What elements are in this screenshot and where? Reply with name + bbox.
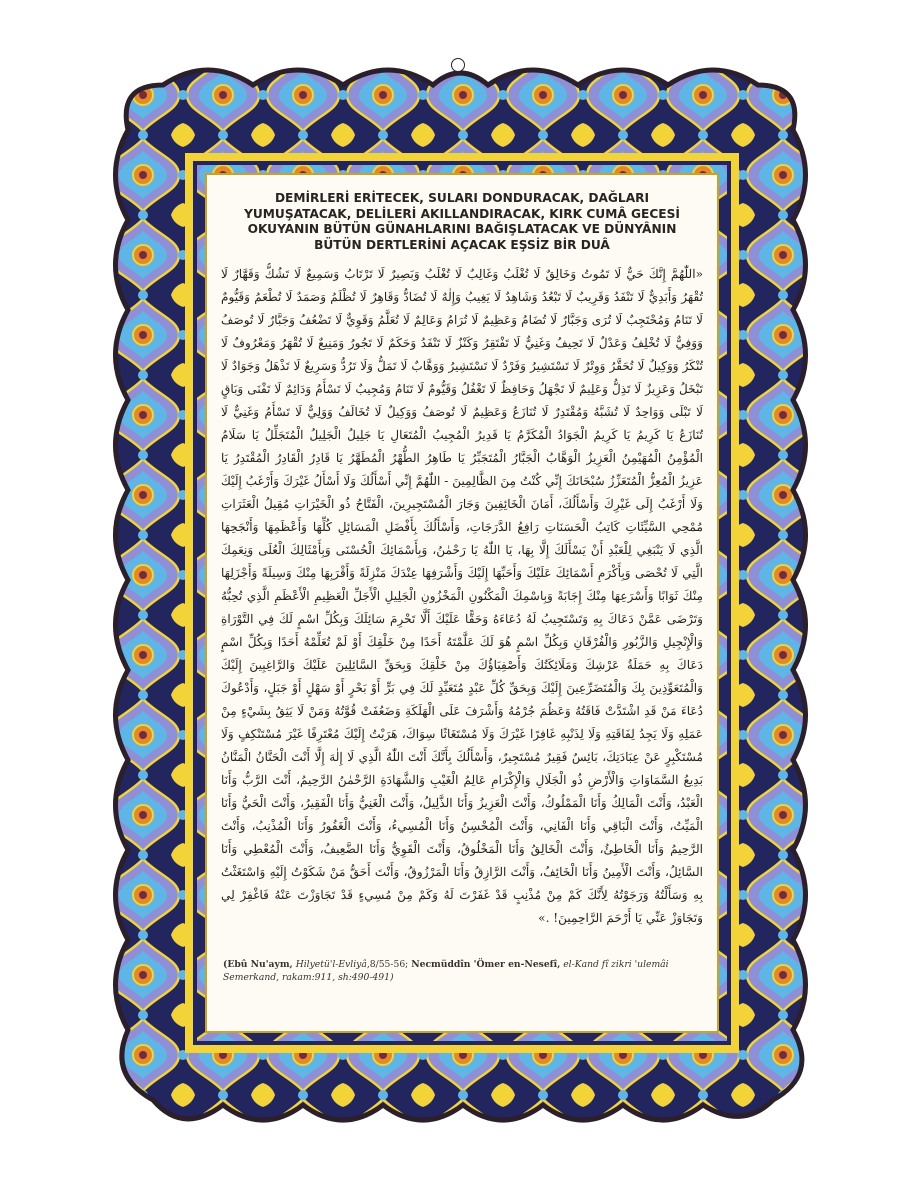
source-work-2: el-Kand fî zikri 'ulemâi Semerkand: [223, 959, 669, 983]
prayer-text: «اللّٰهُمَّ إِنَّكَ حَيٌّ لَا تَمُوتُ وَخَالِقٌ لَا تُغْلَبُ وَغَالِبٌ لَا تُغْلَبُ وَبَصِيرٌ لَا تَرْتَابُ وَسَمِيعٌ لَا تَشُكُّ وَقَهَّارٌ لَا تُقْهَرُ وَأَبَدِيٌّ لَا تَنْفَدُ وَقَرِيبٌ لَا تَبْعُدُ وَشَاهِدٌ لَا يَغِيبُ وَإِلٰهٌ لَا تُضَادُّ وَقَاهِرٌ لَا تُظْلَمُ وَصَمَدٌ لَا تُطْعَمُ وَقَيُّومٌ لَا تَنَامُ وَمُحْتَجِبٌ لَا تُرَى وَجَبَّارٌ لَا تُضَامُ وَعَظِيمٌ لَا تُرَامُ وَعَالِمٌ لَا تُعَلَّمُ وَقَوِيٌّ لَا تَضْعُفُ وَجَبَّارٌ لَا تُوصَفُ وَوَفِيٌّ لَا تُخْلِفُ وَعَدْلٌ لَا تَحِيفُ وَغَنِيٌّ لَا تَفْتَقِرُ وَكَنْزٌ لَا تَنْفَدُ وَحَكَمٌ لَا تَجُورُ وَمَنِيعٌ لَا تُقْهَرُ وَمَعْرُوفٌ لَا تُنْكَرُ وَوَكِيلٌ لَا تُحَقَّرُ وَوِتْرٌ لَا تَسْتَشِيرُ وَفَرْدٌ لَا تَسْتَشِيرُ وَوَهَّابٌ لَا تَمَلُّ وَلَا تَرُدُّ وَسَرِيعٌ لَا تَذْهَلُ وَجَوَادٌ لَا تَبْخَلُ وَعَزِيزٌ لَا تَذِلُّ وَعَلِيمٌ لَا تَجْهَلُ وَحَافِظٌ لَا تَغْفُلُ وَقَيُّومٌ لَا تَنَامُ وَمُجِيبٌ لَا تَسْأَمُ وَدَائِمٌ لَا تَفْنَى وَبَاقٍ لَا تَبْلَى وَوَاحِدٌ لَا تُشَبَّهُ وَمُقْتَدِرٌ لَا تُنَازَعُ وَعَظِيمٌ لَا تُوصَفُ وَوَكِيلٌ لَا تُخَالَفُ وَوَلِيٌّ لَا تَسْأَمُ وَغَنِيٌّ لَا تُنَازَعُ يَا كَرِيمُ يَا كَرِيمُ الْجَوَادُ الْمُكَرَّمُ يَا قَدِيرُ الْمُجِيبُ الْمُتَعَالِ يَا جَلِيلُ الْجَلِيلُ الْمُتَجَلِّلُ يَا سَلَامُ الْمُؤْمِنُ الْمُهَيْمِنُ الْعَزِيزُ الْوَهَّابُ الْجَبَّارُ الْمُتَجَبِّرُ يَا طَاهِرُ الطُّهْرُ الْمُطَهَّرُ يَا قَادِرُ الْقَادِرُ الْمُقْتَدِرُ يَا عَزِيزُ الْمُعِزُّ الْمُتَعَزِّزُ سُبْحَانَكَ إِنِّي كُنْتُ مِنَ الظَّالِمِينَ - اللّٰهُمَّ إِنِّي أَسْأَلُكَ وَلَا أَسْأَلُ غَيْرَكَ وَأَرْغَبُ إِلَيْكَ وَلَا أَرْغَبُ إِلَى غَيْرِكَ وَأَسْأَلُكَ، أَمَانَ الْخَائِفِينَ وَجَارَ الْمُسْتَجِيرِينَ، الْفَتَّاحُ ذُو الْخَيْرَاتِ مُقِيلُ الْعَثَرَاتِ مُمْحِي السَّيِّئَاتِ كَاتِبُ الْحَسَنَاتِ رَافِعُ الدَّرَجَاتِ، وَأَسْأَلُكَ بِأَفْضَلِ الْمَسَائِلِ كُلِّهَا وَأَعْظَمِهَا وَأَنْجَحِهَا الَّذِي لَا يَنْبَغِي لِلْعَبْدِ أَنْ يَسْأَلَكَ إِلَّا بِهَا، يَا اللّٰهُ يَا رَحْمٰنُ، وَبِأَسْمَائِكَ الْحُسْنَى وَبِأَمْثَالِكَ الْعُلَى وَنِعَمِكَ الَّتِي لَا تُحْصَى وَبِأَكْرَمِ أَسْمَائِكَ عَلَيْكَ وَأَحَبِّهَا إِلَيْكَ وَأَشْرَفِهَا عِنْدَكَ مَنْزِلَةً وَأَقْرَبِهَا مِنْكَ وَسِيلَةً وَأَجْزَلِهَا مِنْكَ ثَوَابًا وَأَسْرَعِهَا مِنْكَ إِجَابَةً وَبِاسْمِكَ الْمَكْنُونِ الْمَخْزُونِ الْجَلِيلِ الْأَجَلِّ الْعَظِيمِ الْأَعْظَمِ الَّذِي تُحِبُّهُ وَتَرْضَى عَمَّنْ دَعَاكَ بِهِ وَتَسْتَجِيبُ لَهُ دُعَاءَهُ وَحَقًّا عَلَيْكَ أَلَّا تَحْرِمَ سَائِلَكَ وَبِكُلِّ اسْمٍ لَكَ فِي التَّوْرَاةِ وَالْإِنْجِيلِ وَالزَّبُورِ وَالْفُرْقَانِ وَبِكُلِّ اسْمٍ هُوَ لَكَ عَلَّمْتَهُ أَحَدًا مِنْ خَلْقِكَ أَوْ لَمْ تُعَلِّمْهُ أَحَدًا وَبِكُلِّ اسْمٍ دَعَاكَ بِهِ حَمَلَةُ عَرْشِكَ وَمَلَائِكَتُكَ وَأَصْفِيَاؤُكَ مِنْ خَلْقِكَ وَبِحَقِّ السَّائِلِينَ عَلَيْكَ وَالرَّاغِبِينَ إِلَيْكَ وَالْمُتَعَوِّذِينَ بِكَ وَالْمُتَضَرِّعِينَ إِلَيْكَ وَبِحَقِّ كُلِّ عَبْدٍ مُتَعَبِّدٍ لَكَ فِي بَرٍّ أَوْ بَحْرٍ أَوْ سَهْلٍ أَوْ جَبَلٍ، وَأَدْعُوكَ دُعَاءَ مَنْ قَدِ اشْتَدَّتْ فَاقَتُهُ وَعَظُمَ جُرْمُهُ وَأَشْرَفَ عَلَى الْهَلَكَةِ وَضَعُفَتْ قُوَّتُهُ وَمَنْ لَا يَثِقُ بِشَيْءٍ مِنْ عَمَلِهِ وَلَا يَجِدُ لِفَاقَتِهِ وَلَا لِذَنْبِهِ غَافِرًا غَيْرَكَ وَلَا مُسْتَغَاثًا سِوَاكَ، هَرَبْتُ إِلَيْكَ مُعْتَرِفًا غَيْرَ مُسْتَنْكِفٍ وَلَا مُسْتَكْبِرٍ عَنْ عِبَادَتِكَ، بَائِسٌ فَقِيرٌ مُسْتَجِيرٌ، وَأَسْأَلُكَ بِأَنَّكَ أَنْتَ اللّٰهُ الَّذِي لَا إِلٰهَ إِلَّا أَنْتَ الْحَنَّانُ الْمَنَّانُ بَدِيعُ السَّمَاوَاتِ وَالْأَرْضِ ذُو الْجَلَالِ وَالْإِكْرَامِ عَالِمُ الْغَيْبِ وَالشَّهَادَةِ الرَّحْمٰنُ الرَّحِيمُ، أَنْتَ الرَّبُّ وَأَنَا الْعَبْدُ، وَأَنْتَ الْمَالِكُ وَأَنَا الْمَمْلُوكُ، وَأَنْتَ الْعَزِيزُ وَأَنَا الذَّلِيلُ، وَأَنْتَ الْغَنِيُّ وَأَنَا الْفَقِيرُ، وَأَنْتَ الْحَيُّ وَأَنَا الْمَيِّتُ، وَأَنْتَ الْبَاقِي وَأَنَا الْفَانِي، وَأَنْتَ الْمُحْسِنُ وَأَنَا الْمُسِيءُ، وَأَنْتَ الْغَفُورُ وَأَنَا الْمُذْنِبُ، وَأَنْتَ الرَّحِيمُ وَأَنَا الْخَاطِئُ، وَأَنْتَ الْخَالِقُ وَأَنَا الْمَخْلُوقُ، وَأَنْتَ الْقَوِيُّ وَأَنَا الضَّعِيفُ، وَأَنْتَ الْمُعْطِي وَأَنَا السَّائِلُ، وَأَنْتَ الْأَمِينُ وَأَنَا الْخَائِفُ، وَأَنْتَ الرَّازِقُ وَأَنَا الْمَرْزُوقُ، وَأَنْتَ أَحَقُّ مَنْ شَكَوْتُ إِلَيْهِ وَاسْتَغَثْتُ بِهِ وَسَأَلْتُهُ وَرَجَوْتُهُ لِأَنَّكَ كَمْ مِنْ مُذْنِبٍ قَدْ غَفَرْتَ لَهُ وَكَمْ مِنْ مُسِيءٍ قَدْ تَجَاوَزْتَ عَنْهُ فَاغْفِرْ لِي وَتَجَاوَزْ عَنِّي يَا أَرْحَمَ الرَّاحِمِينَ! .»: [221, 267, 703, 925]
page-title: DEMİRLERİ ERİTECEK, SULARI DONDURACAK, DAĞLARI YUMUŞATACAK, DELİLERİ AKILLANDIRACAK, KIRK CUMÂ GECESİ OKUYANIN BÜTÜN GÜNAHLARINI BAĞIŞLATACAK VE DÜNYÂNIN BÜTÜN DERTLERİNİ AÇACAK EŞSİZ BİR DUÂ: [244, 191, 680, 252]
decorative-plaque: [103, 55, 818, 1140]
source-author: (Ebû Nu'aym,: [223, 959, 293, 970]
hanging-hole: [451, 58, 465, 72]
source-ref: ,8/55-56;: [366, 959, 409, 970]
text-panel: [205, 173, 719, 1033]
source-work: Hilyetü'l-Evliyâ: [295, 959, 367, 970]
source-ref-2: , rakam:911, sh:490-491): [276, 972, 394, 983]
source-citation: [223, 958, 705, 984]
source-author-2: Necmüddîn 'Ömer en-Nesefî,: [411, 959, 561, 970]
